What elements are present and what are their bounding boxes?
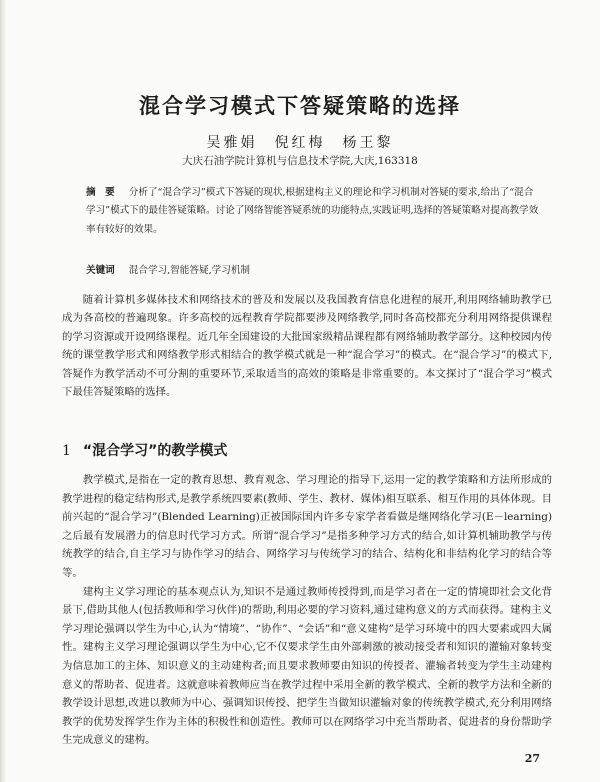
- abstract-text: 分析了“混合学习”模式下答疑的现状,根据建构主义的理论和学习机制对答疑的要求,给出了“混合学习”模式下的最佳答疑策略。讨论了网络智能答疑系统的功能特点,实践证明,选择的答疑策略对提高教学效率有较好的效果。: [86, 187, 539, 235]
- introduction: [62, 291, 552, 401]
- section-body: [62, 471, 552, 750]
- section-heading: [62, 440, 227, 460]
- page-number: 27: [524, 752, 540, 765]
- keywords-text: 混合学习,智能答疑,学习机制: [128, 265, 251, 276]
- keywords-label: 关键词: [86, 265, 115, 276]
- intro-paragraph: 随着计算机多媒体技术和网络技术的普及和发展以及我国教育信息化进程的展开,利用网络辅助教学已成为各高校的普遍现象。许多高校的远程教育学院都要涉及网络教学,同时各高校都充分利用网络提供课程的学习资源或开设网络课程。近几年全国建设的大批国家级精品课程都有网络辅助教学部分。这种校园内传统的课堂教学形式和网络教学形式相结合的教学模式就是一种“混合学习”的模式。在“混合学习”的模式下,答疑作为教学活动不可分割的重要环节,采取适当的高效的策略是非常重要的。本文探讨了“混合学习”模式下最佳答疑策略的选择。: [62, 294, 552, 399]
- body-paragraph-2: 建构主义学习理论的基本观点认为,知识不是通过教师传授得到,而是学习者在一定的情境即社会文化背景下,借助其他人(包括教师和学习伙伴)的帮助,利用必要的学习资料,通过建构意义的方式而获得。建构主义学习理论强调以学生为中心,认为“情境”、“协作”、“会话”和“意义建构”是学习环境中的四大要素或四大属性。建构主义学习理论强调以学生为中心,它不仅要求学生由外部刺激的被动接受者和知识的灌输对象转变为信息加工的主体、知识意义的主动建构者;而且要求教师要由知识的传授者、灌输者转变为学生主动建构意义的帮助者、促进者。这就意味着教师应当在教学过程中采用全新的教学模式、全新的教学方法和全新的教学设计思想,改进以教师为中心、强调知识传授、把学生当做知识灌输对象的传统教学模式,充分利用网络教学的优势发挥学生作为主体的积极性和创造性。教师可以在网络学习中充当帮助者、促进者的身份帮助学生完成意义的建构。: [62, 585, 552, 747]
- affiliation: 大庆石油学院计算机与信息技术学院,大庆,163318: [182, 155, 418, 167]
- keywords: [86, 263, 540, 279]
- abstract-label: 摘 要: [86, 187, 115, 198]
- section-title: “混合学习”的教学模式: [82, 443, 228, 459]
- section-number: 1: [62, 443, 71, 459]
- authors: 吴雅娟 倪红梅 杨王黎: [206, 135, 394, 151]
- paper-title: 混合学习模式下答疑策略的选择: [139, 94, 461, 118]
- abstract: [86, 184, 540, 239]
- body-paragraph-1: 教学模式,是指在一定的教育思想、教育观念、学习理论的指导下,运用一定的教学策略和方法所形成的教学进程的稳定结构形式,是教学系统四要素(教师、学生、教材、媒体)相互联系、相互作用的具体体现。目前兴起的“混合学习”(Blended Learning)正被国际国内许多专家学者看做是继网络化学习(E－learning)之后最有发展潜力的信息时代学习方式。所谓“混合学习”是指多种学习方式的结合,如计算机辅助教学与传统教学的结合,自主学习与协作学习的结合、网络学习与传统学习的结合、结构化和非结构化学习的结合等等。: [62, 474, 552, 579]
